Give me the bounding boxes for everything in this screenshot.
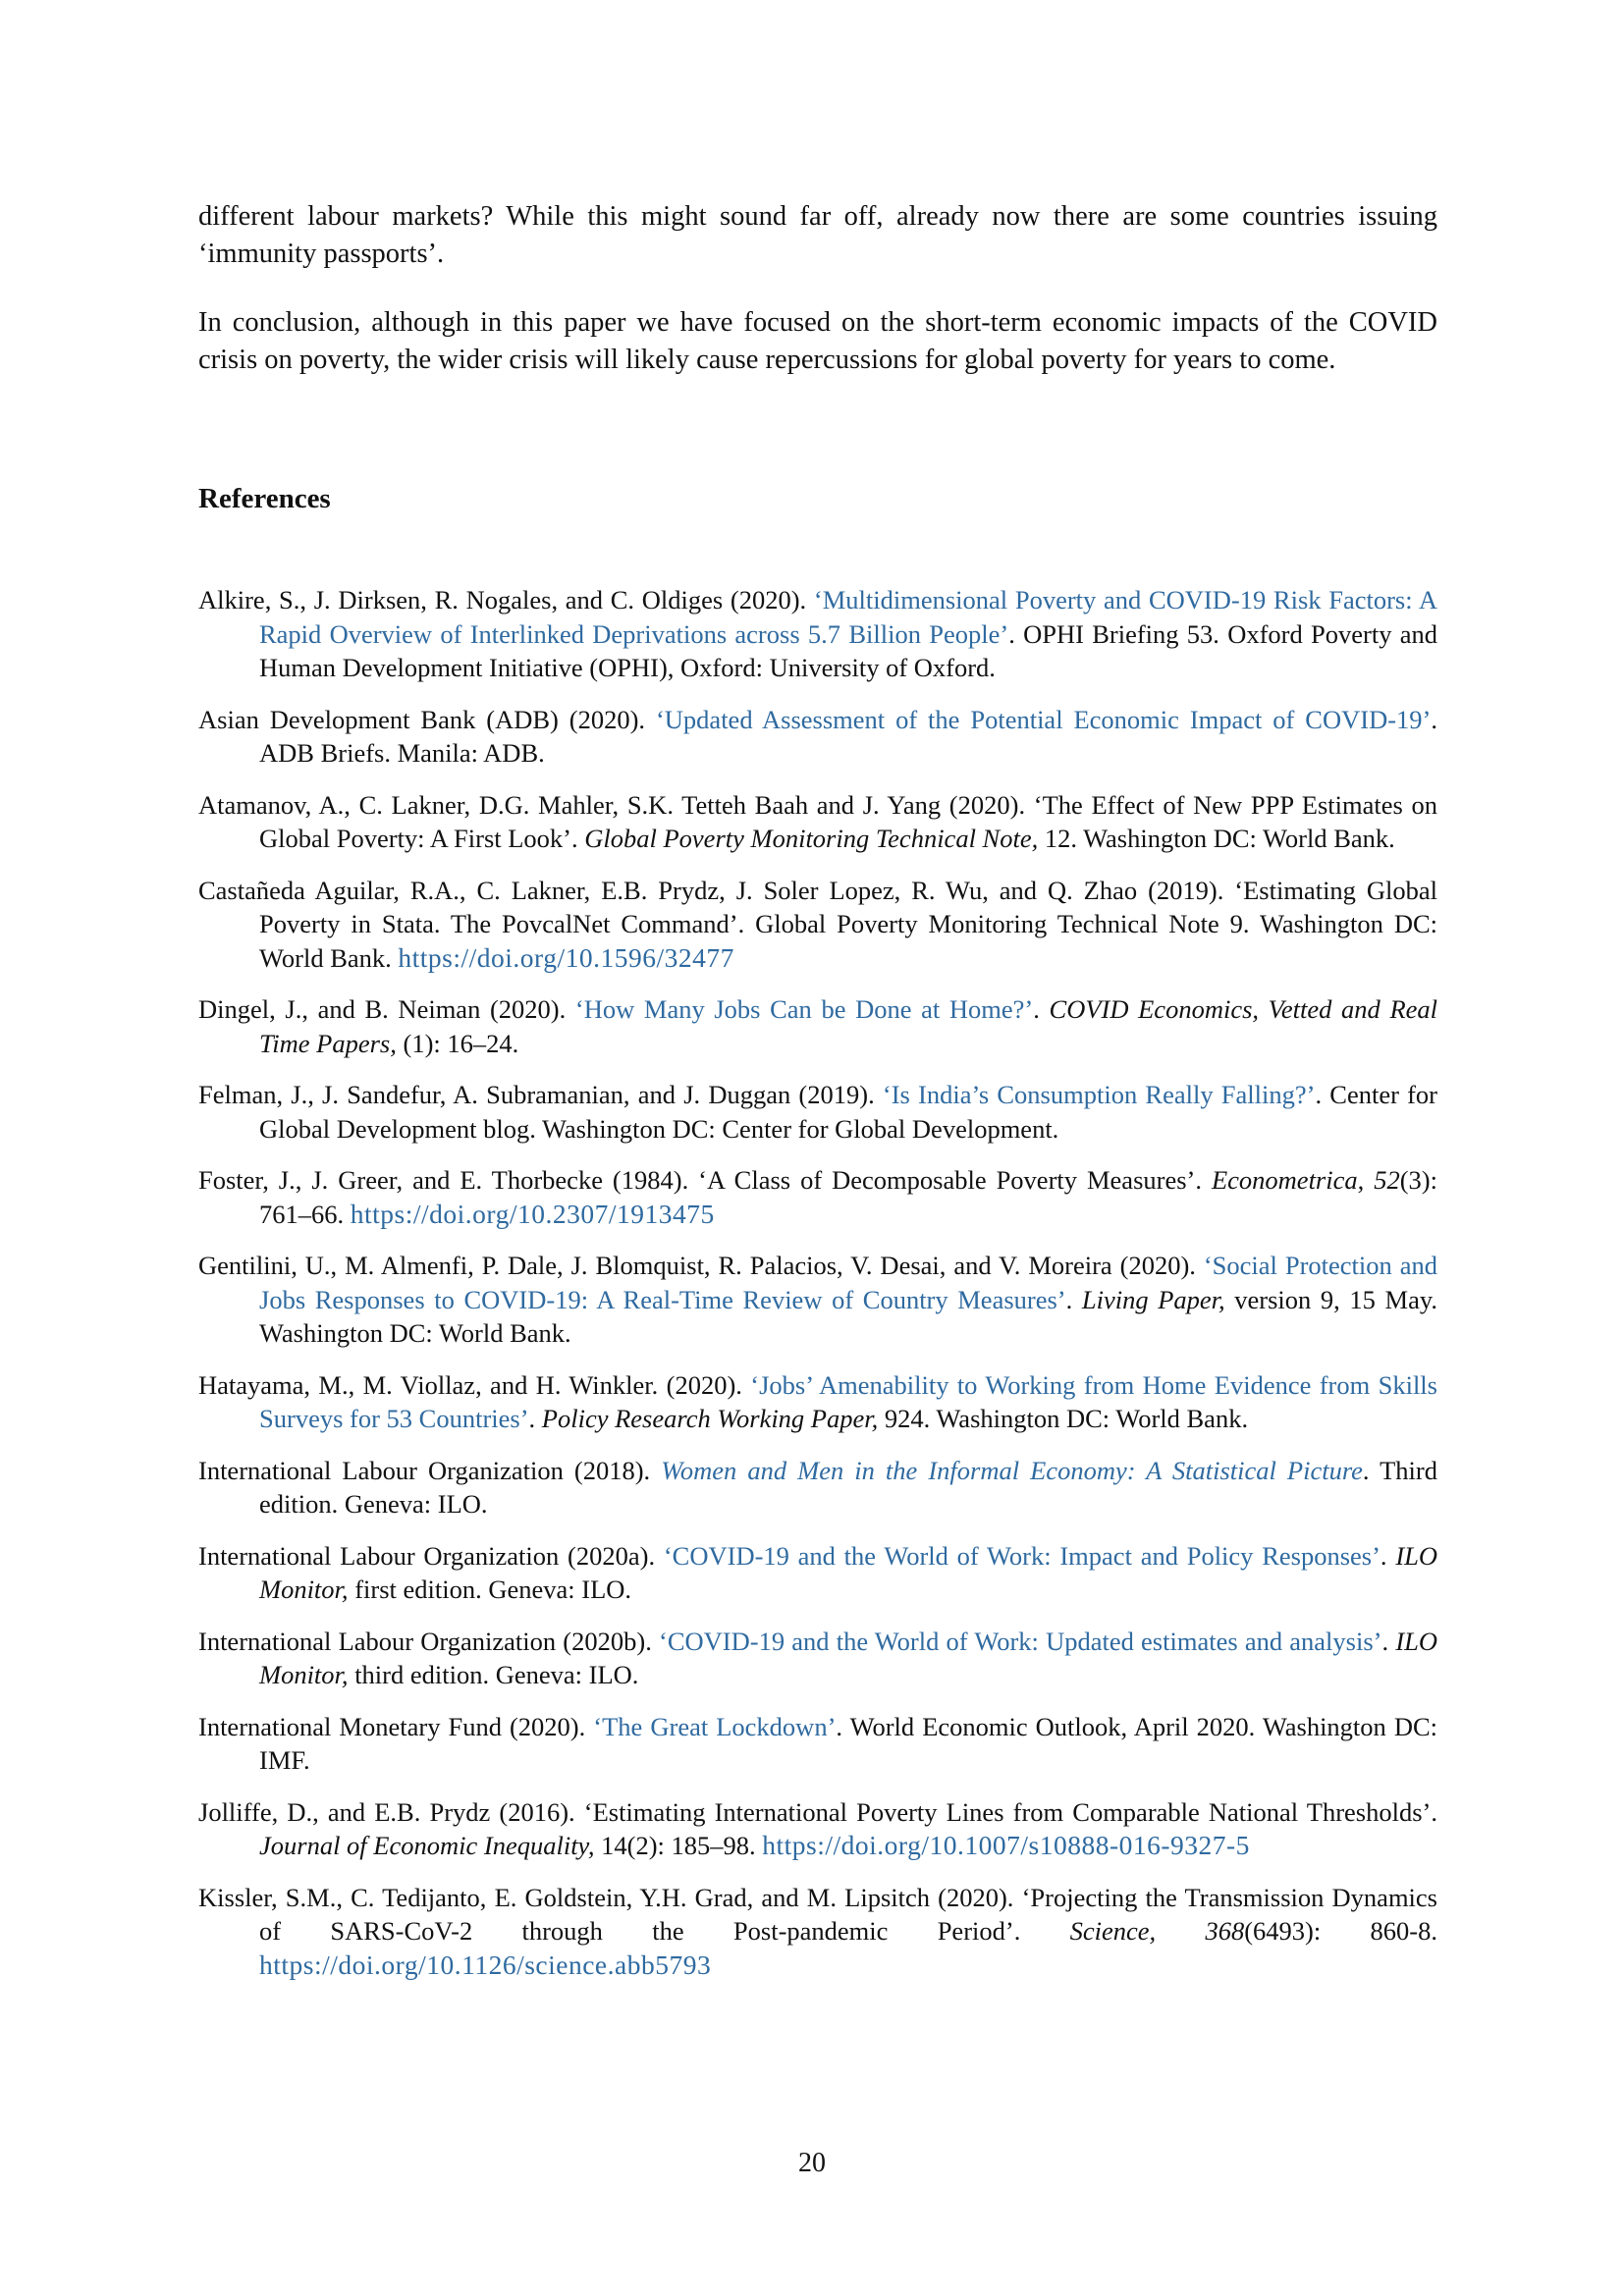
reference-item — [198, 1881, 1437, 1983]
reference-text: Castañeda Aguilar, R.A., C. Lakner, E.B. Prydz, J. Soler Lopez, R. Wu, and Q. Zhao (2019). ‘Estimating Global Poverty in Stata. The PovcalNet Command’. Global Poverty Monitoring Technical Note 9. Washington DC: World Bank. — [198, 875, 1437, 973]
reference-italic: ILO Monitor, — [259, 1626, 1438, 1689]
reference-italic: Science, 368 — [1069, 1916, 1245, 1946]
reference-list — [198, 583, 1437, 2000]
reference-text: (6493): 860-8. — [1244, 1916, 1437, 1946]
reference-text: 924. Washington DC: World Bank. — [878, 1404, 1249, 1433]
references-heading: References — [198, 483, 331, 514]
reference-text: Dingel, J., and B. Neiman (2020). — [198, 994, 575, 1024]
reference-text: 14(2): 185–98. — [594, 1831, 763, 1860]
reference-text: (3): 761–66. — [259, 1165, 1437, 1229]
reference-text: third edition. Geneva: ILO. — [348, 1660, 639, 1689]
reference-italic: Policy Research Working Paper, — [541, 1404, 879, 1433]
reference-text: . Center for Global Development blog. Washington DC: Center for Global Development. — [259, 1080, 1438, 1144]
reference-item — [198, 1163, 1437, 1231]
reference-italic: Global Poverty Monitoring Technical Note, — [584, 824, 1039, 853]
page-number: 20 — [798, 2148, 826, 2178]
reference-text: . — [1065, 1284, 1082, 1314]
reference-italic: Living Paper, — [1081, 1284, 1225, 1314]
reference-italic: COVID Economics, Vetted and Real Time Papers, — [259, 994, 1437, 1058]
reference-text: Hatayama, M., M. Viollaz, and H. Winkler. (2020). — [198, 1369, 751, 1400]
doi-link[interactable]: https://doi.org/10.2307/1913475 — [350, 1198, 715, 1229]
reference-text: International Labour Organization (2020b). — [198, 1626, 660, 1656]
reference-link[interactable]: ‘Multidimensional Poverty and COVID-19 Risk Factors: A Rapid Overview of Interlinked Deprivations across 5.7 Billion People’ — [259, 585, 1437, 649]
doi-link[interactable]: https://doi.org/10.1596/32477 — [398, 941, 734, 973]
reference-text: . ADB Briefs. Manila: ADB. — [259, 704, 1437, 768]
reference-italic: Econometrica, 52 — [1211, 1165, 1400, 1195]
reference-item — [198, 1625, 1437, 1692]
reference-text: . — [1380, 1540, 1396, 1571]
reference-link[interactable]: ‘COVID-19 and the World of Work: Impact and Policy Responses’ — [663, 1540, 1380, 1571]
reference-text: International Monetary Fund (2020). — [198, 1711, 594, 1741]
reference-text: Jolliffe, D., and E.B. Prydz (2016). ‘Estimating International Poverty Lines from Comparable National Thresholds’. — [198, 1796, 1437, 1827]
reference-text: Foster, J., J. Greer, and E. Thorbecke (1984). ‘A Class of Decomposable Poverty Measures’. — [198, 1165, 1212, 1195]
doi-link[interactable]: https://doi.org/10.1126/science.abb5793 — [259, 1949, 712, 1980]
doi-link[interactable]: https://doi.org/10.1007/s10888-016-9327-5 — [762, 1830, 1250, 1860]
reference-text: (1): 16–24. — [396, 1028, 519, 1058]
reference-text: Felman, J., J. Sandefur, A. Subramanian, and J. Duggan (2019). — [198, 1080, 883, 1109]
reference-text: International Labour Organization (2018). — [198, 1455, 662, 1485]
reference-item — [198, 1368, 1437, 1436]
reference-link[interactable]: ‘COVID-19 and the World of Work: Updated estimates and analysis’ — [659, 1626, 1382, 1656]
reference-text: first edition. Geneva: ILO. — [348, 1575, 632, 1604]
reference-item — [198, 1795, 1437, 1863]
reference-item — [198, 583, 1437, 685]
conclusion-paragraph: In conclusion, although in this paper we have focused on the short-term economic impacts of the COVID crisis on poverty, the wider crisis will likely cause repercussions for global poverty for years to come. — [198, 307, 1437, 375]
reference-text: . OPHI Briefing 53. Oxford Poverty and Human Development Initiative (OPHI), Oxford: University of Oxford. — [259, 618, 1438, 682]
reference-text: Kissler, S.M., C. Tedijanto, E. Goldstein, Y.H. Grad, and M. Lipsitch (2020). ‘Projecting the Transmission Dynamics of SARS-CoV-2 through the Post-pandemic Period’. — [198, 1882, 1437, 1946]
reference-link[interactable]: ‘How Many Jobs Can be Done at Home?’ — [574, 994, 1034, 1024]
reference-link[interactable]: ‘Updated Assessment of the Potential Economic Impact of COVID-19’ — [655, 704, 1432, 734]
reference-link[interactable]: ‘The Great Lockdown’ — [593, 1711, 837, 1741]
reference-text: International Labour Organization (2020a). — [198, 1540, 664, 1571]
reference-text: Asian Development Bank (ADB) (2020). — [198, 704, 656, 734]
reference-text: . — [528, 1404, 542, 1433]
reference-text: . — [1033, 994, 1050, 1024]
reference-item — [198, 1454, 1437, 1522]
body-paragraph: different labour markets? While this might sound far off, already now there are some countries issuing ‘immunity passports’. — [198, 201, 1437, 269]
reference-text: . World Economic Outlook, April 2020. Washington DC: IMF. — [259, 1711, 1438, 1775]
reference-italic: ILO Monitor, — [259, 1540, 1438, 1604]
reference-text: version 9, 15 May. Washington DC: World Bank. — [259, 1284, 1438, 1348]
reference-item — [198, 1078, 1437, 1146]
reference-text: Atamanov, A., C. Lakner, D.G. Mahler, S.K. Tetteh Baah and J. Yang (2020). ‘The Effect of New PPP Estimates on Global Poverty: A First Look’. — [198, 789, 1437, 853]
reference-item — [198, 992, 1437, 1060]
reference-link[interactable]: ‘Social Protection and Jobs Responses to COVID-19: A Real-Time Review of Country Measures’ — [259, 1251, 1437, 1314]
reference-link[interactable]: Women and Men in the Informal Economy: A Statistical Picture — [661, 1455, 1363, 1485]
reference-item — [198, 703, 1437, 771]
reference-link[interactable]: ‘Jobs’ Amenability to Working from Home Evidence from Skills Surveys for 53 Countries’ — [259, 1369, 1437, 1433]
reference-item — [198, 874, 1437, 976]
reference-italic: Journal of Economic Inequality, — [259, 1831, 595, 1860]
reference-item — [198, 1249, 1437, 1351]
reference-item — [198, 1710, 1437, 1778]
reference-text: 12. Washington DC: World Bank. — [1038, 824, 1395, 853]
reference-link[interactable]: ‘Is India’s Consumption Really Falling?’ — [882, 1080, 1316, 1109]
reference-item — [198, 788, 1437, 856]
reference-text: . — [1381, 1626, 1396, 1656]
reference-text: . Third edition. Geneva: ILO. — [259, 1455, 1437, 1519]
reference-text: Gentilini, U., M. Almenfi, P. Dale, J. Blomquist, R. Palacios, V. Desai, and V. Moreira (2020). — [198, 1251, 1204, 1280]
reference-item — [198, 1539, 1437, 1607]
reference-text: Alkire, S., J. Dirksen, R. Nogales, and C. Oldiges (2020). — [198, 585, 814, 614]
